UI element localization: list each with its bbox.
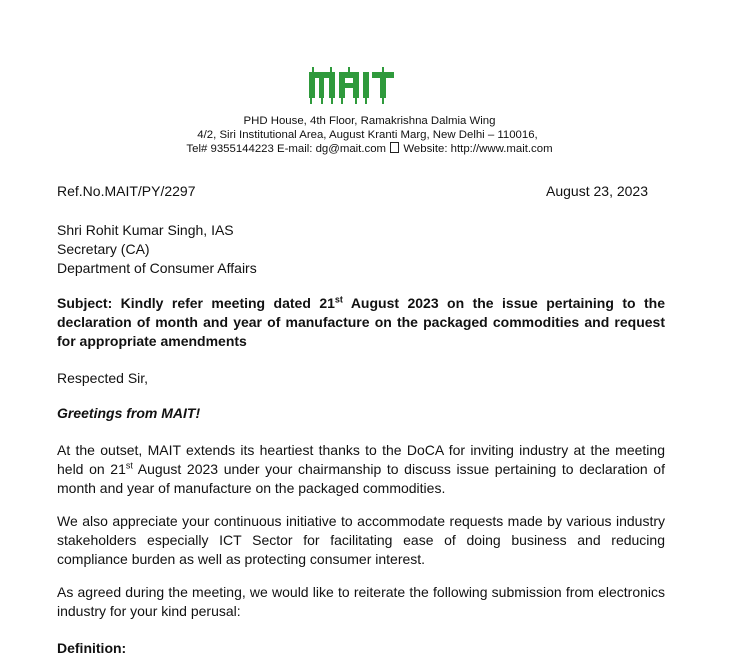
box-glyph-icon [390, 142, 399, 153]
subject-part-2: August 2023 on the issue pertaining to the declaration of month and year of manufacture on the packaged commodities and request for appropriate amendments [57, 295, 665, 349]
paragraph-submission: As agreed during the meeting, we would like to reiterate the following submission from electronics industry for your kind perusal: [57, 584, 665, 619]
paragraph-thanks-part-2: August 2023 under your chairmanship to discuss issue pertaining to declaration of month and year of manufacture on the packaged commodities. [57, 461, 665, 496]
letterhead-line-2: 4/2, Siri Institutional Area, August Kranti Marg, New Delhi – 110016, [197, 129, 538, 141]
addressee-designation: Secretary (CA) [57, 241, 150, 257]
salutation: Respected Sir, [57, 370, 149, 386]
paragraph-thanks [57, 441, 665, 498]
addressee-department: Department of Consumer Affairs [57, 260, 257, 276]
letter-date: August 23, 2023 [546, 183, 648, 199]
subject-superscript: st [334, 294, 343, 305]
definition-heading: Definition: [57, 640, 127, 656]
addressee-name: Shri Rohit Kumar Singh, IAS [57, 222, 234, 238]
paragraph-thanks-superscript: st [125, 460, 133, 471]
letterhead-website: Website: http://www.mait.com [403, 143, 553, 155]
mait-logo-graphic [308, 66, 396, 106]
subject-part-1: Subject: Kindly refer meeting dated 21 [57, 295, 335, 311]
addressee-block [57, 221, 257, 278]
paragraph-thanks-part-1: At the outset, MAIT extends its heartiest thanks to the DoCA for inviting industry at the meeting held on 21 [57, 442, 665, 477]
letterhead-line-3 [0, 142, 731, 156]
subject-line [57, 294, 665, 351]
paragraph-appreciation: We also appreciate your continuous initiative to accommodate requests made by various industry stakeholders especially ICT Sector for facilitating ease of doing business and reducing compliance burden as well as protecting consumer interest. [57, 513, 665, 567]
reference-number: Ref.No.MAIT/PY/2297 [57, 183, 196, 199]
letterhead-line-1: PHD House, 4th Floor, Ramakrishna Dalmia Wing [243, 115, 496, 127]
letterhead-contact: Tel# 9355144223 E-mail: dg@mait.com [186, 143, 387, 155]
mait-logo [308, 66, 396, 106]
greeting: Greetings from MAIT! [57, 405, 201, 421]
letterhead-address [0, 114, 731, 156]
